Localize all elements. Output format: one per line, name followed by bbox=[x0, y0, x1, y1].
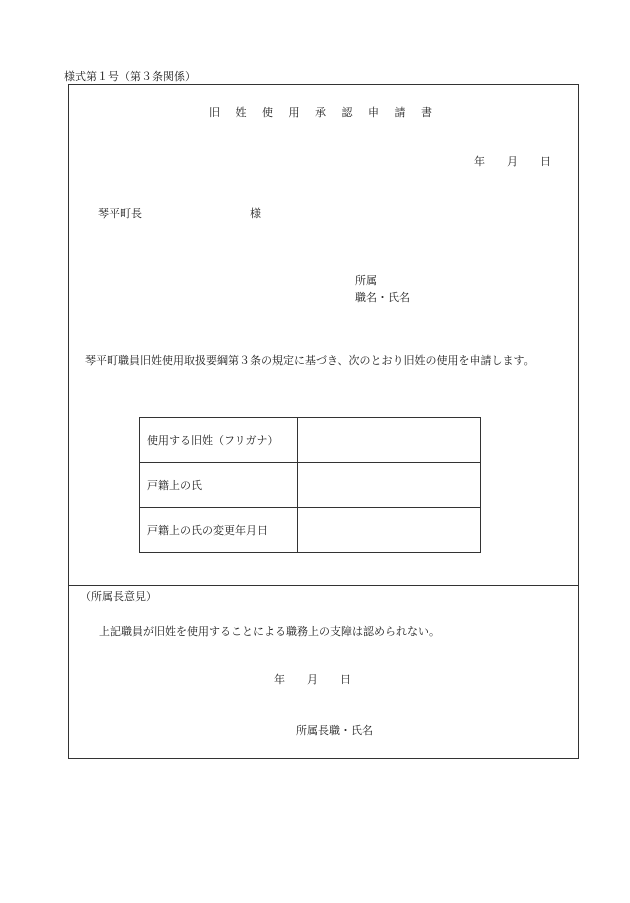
table-row-label: 戸籍上の氏 bbox=[140, 463, 298, 508]
maiden-name-table bbox=[139, 417, 481, 553]
applicant-affiliation-label: 所属 bbox=[355, 274, 377, 287]
opinion-date bbox=[274, 671, 351, 687]
family-register-surname-field[interactable] bbox=[297, 463, 480, 508]
maiden-name-field[interactable] bbox=[297, 418, 480, 463]
date-month-label: 月 bbox=[507, 155, 518, 168]
opinion-heading: （所属長意見） bbox=[80, 590, 157, 603]
opinion-date-year-label: 年 bbox=[274, 673, 285, 686]
document-title: 旧 姓 使 用 承 認 申 請 書 bbox=[209, 106, 438, 119]
addressee: 琴平町長 bbox=[98, 207, 142, 220]
table-row-label: 戸籍上の氏の変更年月日 bbox=[140, 508, 298, 553]
supervisor-signature-label: 所属長職・氏名 bbox=[296, 724, 373, 737]
application-date bbox=[474, 153, 551, 169]
section-divider bbox=[68, 585, 579, 586]
table-row bbox=[140, 418, 481, 463]
table-row-label: 使用する旧姓（フリガナ） bbox=[140, 418, 298, 463]
opinion-text: 上記職員が旧姓を使用することによる職務上の支障は認められない。 bbox=[99, 625, 440, 638]
opinion-date-day-label: 日 bbox=[340, 673, 351, 686]
table-row bbox=[140, 508, 481, 553]
date-day-label: 日 bbox=[540, 155, 551, 168]
application-statement: 琴平町職員旧姓使用取扱要綱第３条の規定に基づき、次のとおり旧姓の使用を申請します。 bbox=[85, 354, 535, 367]
date-year-label: 年 bbox=[474, 155, 485, 168]
honorific: 様 bbox=[250, 207, 261, 220]
opinion-date-month-label: 月 bbox=[307, 673, 318, 686]
table-row bbox=[140, 463, 481, 508]
applicant-name-label: 職名・氏名 bbox=[355, 291, 410, 304]
surname-change-date-field[interactable] bbox=[297, 508, 480, 553]
form-number: 様式第１号（第３条関係） bbox=[64, 70, 196, 83]
